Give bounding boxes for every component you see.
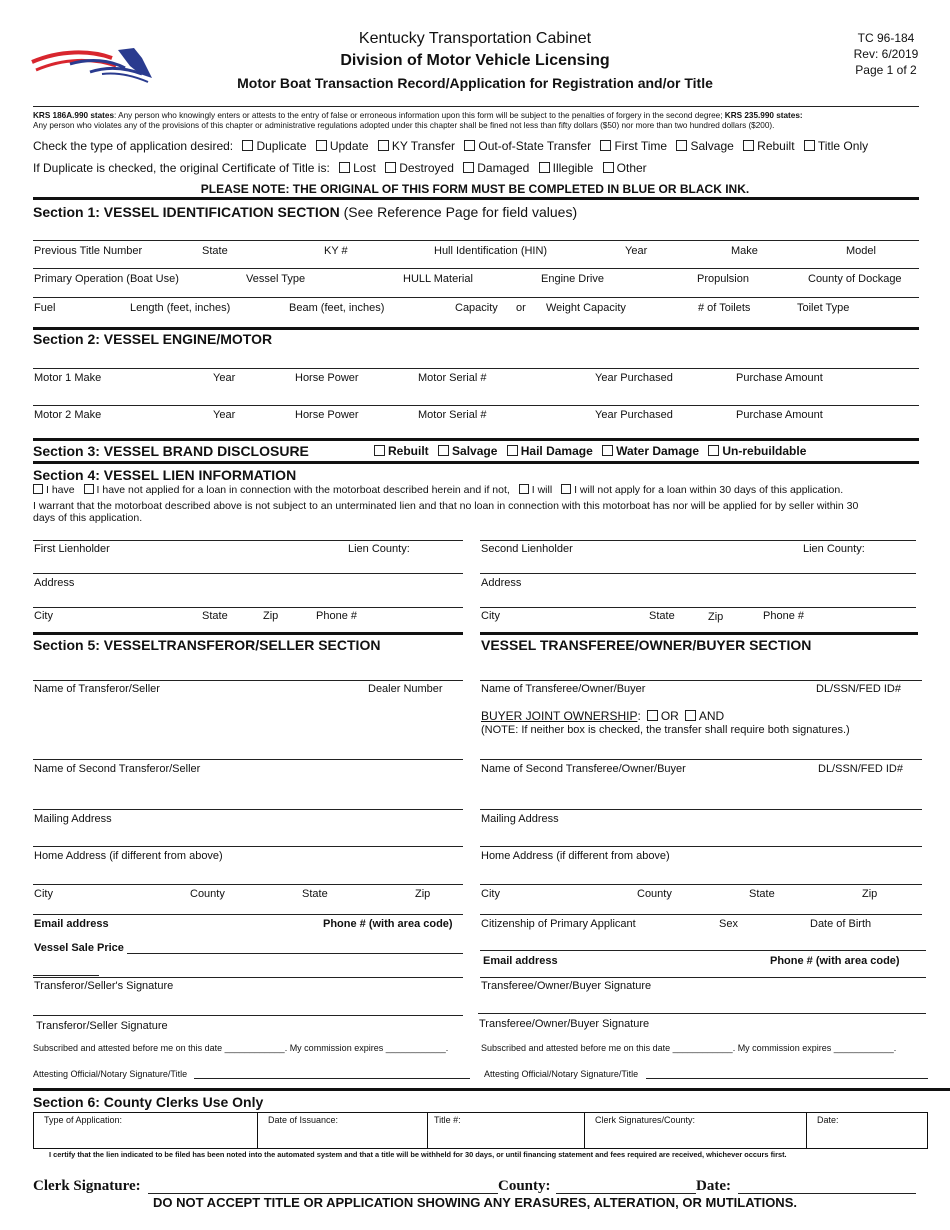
seller-subscribed-line[interactable]: Subscribed and attested before me on this date ____________. My commission expires ____________. xyxy=(33,1043,449,1053)
field-buyer-home-address[interactable]: Home Address (if different from above) xyxy=(481,850,670,862)
lien-warrant-line-2: days of this application. xyxy=(33,512,143,524)
agency-name: Kentucky Transportation Cabinet xyxy=(358,30,592,47)
field-second-lien-address[interactable]: Address xyxy=(481,577,522,589)
checkbox-i-have[interactable] xyxy=(33,484,43,494)
checkbox-title-only[interactable] xyxy=(804,140,815,151)
field-seller-signature-2[interactable]: Transferor/Seller Signature xyxy=(36,1020,168,1032)
field-year[interactable]: Year xyxy=(625,245,648,257)
checkbox-first-time[interactable] xyxy=(600,140,611,151)
checkbox-i-will-not[interactable] xyxy=(561,484,571,494)
section-6-title: Section 6: County Clerks Use Only xyxy=(33,1094,264,1110)
certify-statement: I certify that the lien indicated to be filed has been noted into the automated system and that a title will be withheld for 30 days, or until financing statement and fees required are received, whichever occurs first. xyxy=(49,1150,787,1159)
field-first-lien-phone[interactable]: Phone # xyxy=(316,610,357,622)
field-motor2-serial[interactable]: Motor Serial # xyxy=(418,409,487,421)
field-seller-home-address[interactable]: Home Address (if different from above) xyxy=(34,850,223,862)
checkbox-ky-transfer[interactable] xyxy=(378,140,389,151)
form-meta xyxy=(846,30,926,78)
duplicate-label: If Duplicate is checked, the original Certificate of Title is: xyxy=(33,161,330,175)
checkbox-i-will[interactable] xyxy=(519,484,529,494)
brand-salvage: Salvage xyxy=(452,444,498,458)
field-clerk-county[interactable]: County: xyxy=(498,1178,551,1194)
field-buyer-name[interactable]: Name of Transferee/Owner/Buyer xyxy=(481,683,646,695)
section-1-subtitle: (See Reference Page for field values) xyxy=(339,204,578,220)
erasure-warning: DO NOT ACCEPT TITLE OR APPLICATION SHOWING ANY ERASURES, ALTERATION, OR MUTILATIONS. xyxy=(153,1195,797,1210)
field-capacity[interactable]: Capacity xyxy=(455,302,498,314)
field-second-seller-name[interactable]: Name of Second Transferor/Seller xyxy=(34,763,201,775)
field-primary-operation[interactable]: Primary Operation (Boat Use) xyxy=(34,273,179,285)
checkbox-duplicate[interactable] xyxy=(242,140,253,151)
field-second-buyer-id[interactable]: DL/SSN/FED ID# xyxy=(818,763,903,775)
field-motor2-make[interactable]: Motor 2 Make xyxy=(34,409,102,421)
ink-note: PLEASE NOTE: THE ORIGINAL OF THIS FORM MUST BE COMPLETED IN BLUE OR BLACK INK. xyxy=(200,182,750,196)
field-first-lien-address[interactable]: Address xyxy=(34,577,75,589)
field-second-lien-state[interactable]: State xyxy=(649,610,675,622)
checkbox-joint-and[interactable] xyxy=(685,710,696,721)
field-make[interactable]: Make xyxy=(731,245,758,257)
field-number-of-toilets[interactable]: # of Toilets xyxy=(698,302,751,314)
page-number: Page 1 of 2 xyxy=(855,63,917,77)
field-fuel[interactable]: Fuel xyxy=(34,302,56,314)
krs-235-label: KRS 235.990 states: xyxy=(724,111,803,120)
field-weight-capacity[interactable]: Weight Capacity xyxy=(546,302,626,314)
joint-ownership-note: (NOTE: If neither box is checked, the transfer shall require both signatures.) xyxy=(481,724,850,736)
field-dealer-number[interactable]: Dealer Number xyxy=(368,683,443,695)
checkbox-rebuilt[interactable] xyxy=(743,140,754,151)
field-buyer-state[interactable]: State xyxy=(749,888,775,900)
option-other: Other xyxy=(616,161,647,175)
field-ky-number[interactable]: KY # xyxy=(324,245,348,257)
field-buyer-id[interactable]: DL/SSN/FED ID# xyxy=(816,683,901,695)
checkbox-update[interactable] xyxy=(316,140,327,151)
option-illegible: Illegible xyxy=(552,161,594,175)
duplicate-row xyxy=(33,161,647,175)
field-vessel-sale-price[interactable]: Vessel Sale Price xyxy=(34,942,124,954)
checkbox-lost[interactable] xyxy=(339,162,350,173)
option-salvage: Salvage xyxy=(690,139,734,153)
field-length[interactable]: Length (feet, inches) xyxy=(130,302,231,314)
brand-water-damage: Water Damage xyxy=(616,444,700,458)
capacity-or-label: or xyxy=(516,302,526,314)
krs-statement-1 xyxy=(33,111,803,120)
field-second-lien-county[interactable]: Lien County: xyxy=(803,543,865,555)
field-first-lien-city[interactable]: City xyxy=(34,610,53,622)
option-i-will: I will xyxy=(531,484,553,496)
field-hull-material[interactable]: HULL Material xyxy=(403,273,473,285)
field-first-lien-state[interactable]: State xyxy=(202,610,228,622)
field-model[interactable]: Model xyxy=(846,245,876,257)
field-motor1-year[interactable]: Year xyxy=(213,372,236,384)
krs-186a-text: : Any person who knowingly enters or attests to the entry of false or erroneous information upon this form will be subject to the penalties of forgery in the second degree; xyxy=(114,111,725,120)
option-i-have: I have xyxy=(46,484,75,496)
brand-unrebuildable: Un-rebuildable xyxy=(722,444,807,458)
checkbox-salvage[interactable] xyxy=(676,140,687,151)
checkbox-joint-or[interactable] xyxy=(647,710,658,721)
checkbox-other[interactable] xyxy=(603,162,614,173)
option-ky-transfer: KY Transfer xyxy=(391,139,456,153)
field-seller-county[interactable]: County xyxy=(190,888,225,900)
field-buyer-signature[interactable]: Transferee/Owner/Buyer Signature xyxy=(481,980,652,992)
field-buyer-county[interactable]: County xyxy=(637,888,672,900)
buyer-section-title: VESSEL TRANSFEREE/OWNER/BUYER SECTION xyxy=(481,637,812,653)
field-second-lien-zip[interactable]: Zip xyxy=(708,611,724,623)
field-buyer-signature-2[interactable]: Transferee/Owner/Buyer Signature xyxy=(479,1018,650,1030)
checkbox-brand-salvage[interactable] xyxy=(438,445,449,456)
field-seller-state[interactable]: State xyxy=(302,888,328,900)
joint-ownership-label: BUYER JOINT OWNERSHIP xyxy=(481,709,638,723)
checkbox-damaged[interactable] xyxy=(463,162,474,173)
section-1-heading: Section 1: VESSEL IDENTIFICATION SECTION xyxy=(33,204,340,220)
cell-date-of-issuance[interactable]: Date of Issuance: xyxy=(258,1113,428,1148)
section-2-title: Section 2: VESSEL ENGINE/MOTOR xyxy=(33,331,273,347)
brand-rebuilt: Rebuilt xyxy=(388,444,429,458)
field-first-lien-zip[interactable]: Zip xyxy=(263,610,279,622)
checkbox-brand-rebuilt[interactable] xyxy=(374,445,385,456)
field-buyer-zip[interactable]: Zip xyxy=(862,888,878,900)
field-second-buyer-name[interactable]: Name of Second Transferee/Owner/Buyer xyxy=(481,763,686,775)
section-5-title: Section 5: VESSELTRANSFEROR/SELLER SECTION xyxy=(33,637,381,653)
form-number: TC 96-184 xyxy=(857,31,915,45)
option-damaged: Damaged xyxy=(477,161,530,175)
field-motor1-make[interactable]: Motor 1 Make xyxy=(34,372,102,384)
field-clerk-date[interactable]: Date: xyxy=(696,1178,731,1194)
field-vessel-type[interactable]: Vessel Type xyxy=(246,273,306,285)
field-motor1-serial[interactable]: Motor Serial # xyxy=(418,372,487,384)
field-motor2-horse-power[interactable]: Horse Power xyxy=(295,409,359,421)
field-motor1-year-purchased[interactable]: Year Purchased xyxy=(595,372,673,384)
joint-ownership-row xyxy=(481,709,724,723)
buyer-subscribed-line[interactable]: Subscribed and attested before me on this date ____________. My commission expires ____________. xyxy=(481,1043,897,1053)
field-seller-email[interactable]: Email address xyxy=(34,918,109,930)
option-duplicate: Duplicate xyxy=(256,139,307,153)
section-1-title xyxy=(33,204,577,220)
buyer-attesting-official[interactable]: Attesting Official/Notary Signature/Title xyxy=(484,1069,639,1079)
joint-and-label: AND xyxy=(698,709,725,723)
field-motor1-horse-power[interactable]: Horse Power xyxy=(295,372,359,384)
option-lost: Lost xyxy=(353,161,376,175)
field-motor1-purchase-amount[interactable]: Purchase Amount xyxy=(736,372,823,384)
application-type-label: Check the type of application desired: xyxy=(33,139,234,153)
checkbox-destroyed[interactable] xyxy=(385,162,396,173)
field-previous-title-number[interactable]: Previous Title Number xyxy=(34,245,143,257)
option-i-have-not: I have not applied for a loan in connection with the motorboat described herein and if not, xyxy=(96,484,510,496)
field-seller-mailing-address[interactable]: Mailing Address xyxy=(34,813,112,825)
cell-title-number[interactable]: Title #: xyxy=(428,1113,585,1148)
field-seller-zip[interactable]: Zip xyxy=(415,888,431,900)
field-buyer-phone[interactable]: Phone # (with area code) xyxy=(770,955,900,967)
option-title-only: Title Only xyxy=(817,139,869,153)
field-hin[interactable]: Hull Identification (HIN) xyxy=(434,245,548,257)
cell-type-of-application[interactable]: Type of Application: xyxy=(34,1113,258,1148)
joint-ownership-colon: : xyxy=(637,709,641,723)
checkbox-brand-hail-damage[interactable] xyxy=(507,445,518,456)
field-engine-drive[interactable]: Engine Drive xyxy=(541,273,604,285)
checkbox-brand-water-damage[interactable] xyxy=(602,445,613,456)
section-4-title: Section 4: VESSEL LIEN INFORMATION xyxy=(33,467,297,483)
krs-statement-2: Any person who violates any of the provisions of this chapter or administrative regulations adopted under this chapter shall be fined not less than fifty dollars ($50) nor more than two hundred dollars ($200). xyxy=(33,121,775,130)
joint-or-label: OR xyxy=(660,709,679,723)
checkbox-illegible[interactable] xyxy=(539,162,550,173)
field-second-lienholder[interactable]: Second Lienholder xyxy=(481,543,573,555)
field-seller-signature[interactable]: Transferor/Seller's Signature xyxy=(34,980,174,992)
cell-clerk-signatures-county[interactable]: Clerk Signatures/County: xyxy=(585,1113,807,1148)
option-destroyed: Destroyed xyxy=(399,161,454,175)
cell-date[interactable]: Date: xyxy=(817,1115,839,1125)
lien-warrant-line-1: I warrant that the motorboat described above is not subject to an unterminated lien and that no loan in connection with this motorboat has nor will be applied for by seller within 30 xyxy=(33,500,859,512)
field-buyer-email[interactable]: Email address xyxy=(483,955,558,967)
section-3-title: Section 3: VESSEL BRAND DISCLOSURE xyxy=(33,443,309,459)
field-motor2-purchase-amount[interactable]: Purchase Amount xyxy=(736,409,823,421)
option-out-of-state-transfer: Out-of-State Transfer xyxy=(478,139,592,153)
field-buyer-city[interactable]: City xyxy=(481,888,500,900)
checkbox-out-of-state-transfer[interactable] xyxy=(464,140,475,151)
field-second-lien-phone[interactable]: Phone # xyxy=(763,610,804,622)
field-clerk-signature[interactable]: Clerk Signature: xyxy=(33,1178,141,1194)
form-revision: Rev: 6/2019 xyxy=(853,47,919,61)
brand-options xyxy=(368,444,806,458)
field-propulsion[interactable]: Propulsion xyxy=(697,273,749,285)
option-update: Update xyxy=(329,139,369,153)
lien-options xyxy=(33,484,843,496)
clerk-use-table xyxy=(33,1112,928,1149)
field-seller-city[interactable]: City xyxy=(34,888,53,900)
field-buyer-mailing-address[interactable]: Mailing Address xyxy=(481,813,559,825)
seller-attesting-official[interactable]: Attesting Official/Notary Signature/Title xyxy=(33,1069,188,1079)
option-i-will-not: I will not apply for a loan within 30 days of this application. xyxy=(574,484,844,496)
field-seller-phone[interactable]: Phone # (with area code) xyxy=(323,918,453,930)
field-toilet-type[interactable]: Toilet Type xyxy=(797,302,850,314)
division-name: Division of Motor Vehicle Licensing xyxy=(340,52,610,69)
field-beam[interactable]: Beam (feet, inches) xyxy=(289,302,385,314)
krs-186a-label: KRS 186A.990 states xyxy=(33,111,115,120)
application-type-row xyxy=(33,139,868,153)
brand-hail-damage: Hail Damage xyxy=(520,444,593,458)
option-first-time: First Time xyxy=(614,139,668,153)
field-state[interactable]: State xyxy=(202,245,228,257)
form-title: Motor Boat Transaction Record/Application for Registration and/or Title xyxy=(237,75,713,91)
field-motor2-year-purchased[interactable]: Year Purchased xyxy=(595,409,673,421)
field-citizenship[interactable]: Citizenship of Primary Applicant xyxy=(481,918,636,930)
field-first-lien-county[interactable]: Lien County: xyxy=(348,543,410,555)
field-sex[interactable]: Sex xyxy=(719,918,738,930)
checkbox-i-have-not[interactable] xyxy=(84,484,94,494)
field-county-of-dockage[interactable]: County of Dockage xyxy=(808,273,902,285)
option-rebuilt: Rebuilt xyxy=(757,139,795,153)
field-date-of-birth[interactable]: Date of Birth xyxy=(810,918,872,930)
field-seller-name[interactable]: Name of Transferor/Seller xyxy=(34,683,160,695)
field-motor2-year[interactable]: Year xyxy=(213,409,236,421)
checkbox-brand-unrebuildable[interactable] xyxy=(708,445,719,456)
field-first-lienholder[interactable]: First Lienholder xyxy=(34,543,110,555)
field-second-lien-city[interactable]: City xyxy=(481,610,500,622)
